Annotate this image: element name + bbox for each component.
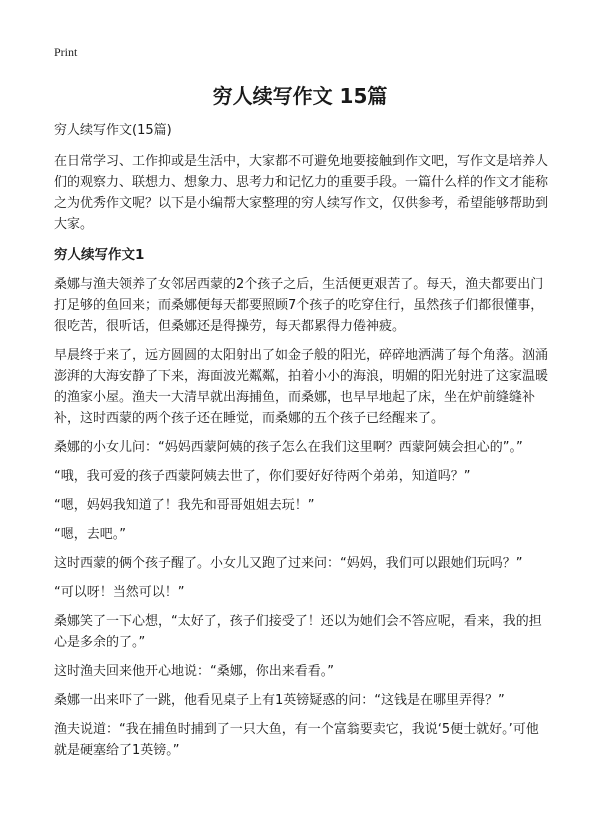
story-paragraph-1: 桑娜与渔夫领养了女邻居西蒙的2个孩子之后，生活便更艰苦了。每天，渔夫都要出门打足够的鱼回来；而桑娜便每天都要照顾7个孩子的吃穿住行，虽然孩子们都很懂事，很吃苦，很听话，但桑娜还是得操劳，每天都累得力倦神疲。 — [54, 277, 544, 334]
story-paragraph-3: 桑娜的小女儿问：“妈妈西蒙阿姨的孩子怎么在我们这里啊？西蒙阿姨会担心的”。” — [54, 440, 523, 455]
section-heading: 穷人续写作文1 — [54, 247, 145, 263]
article-content — [54, 120, 550, 769]
article-subtitle: 穷人续写作文(15篇) — [54, 123, 172, 138]
story-paragraph-2: 早晨终于来了，远方圆圆的太阳射出了如金子般的阳光，碎碎地洒满了每个角落。汹涌澎湃的大海安静了下来，海面波光粼粼，拍着小小的海浪，明媚的阳光射进了这家温暖的渔家小屋。渔夫一大清早就出海捕鱼，而桑娜，也早早地起了床，坐在炉前缝缝补补，这时西蒙的两个孩子还在睡觉，而桑娜的五个孩子已经醒来了。 — [54, 348, 549, 426]
story-paragraph-12: 渔夫说道：“我在捕鱼时捕到了一只大鱼，有一个富翁要卖它，我说‘5便士就好。’可他就是硬塞给了1英镑。” — [54, 722, 539, 758]
story-paragraph-4: “哦，我可爱的孩子西蒙阿姨去世了，你们要好好待两个弟弟，知道吗？” — [54, 469, 471, 484]
story-paragraph-5: “嗯，妈妈我知道了！我先和哥哥姐姐去玩！” — [54, 498, 315, 513]
story-paragraph-9: 桑娜笑了一下心想，“太好了，孩子们接受了！还以为她们会不答应呢，看来，我的担心是多余的了。” — [54, 614, 542, 650]
page-title: 穷人续写作文 15篇 — [212, 84, 388, 108]
story-paragraph-10: 这时渔夫回来他开心地说：“桑娜，你出来看看。” — [54, 664, 334, 679]
story-paragraph-8: “可以呀！当然可以！” — [54, 585, 185, 600]
story-paragraph-11: 桑娜一出来吓了一跳，他看见桌子上有1英镑疑惑的问：“这钱是在哪里弄得？” — [54, 693, 505, 708]
intro-paragraph: 在日常学习、工作抑或是生活中，大家都不可避免地要接触到作文吧，写作文是培养人们的观察力、联想力、想象力、思考力和记忆力的重要手段。一篇什么样的作文才能称之为优秀作文呢？以下是小编帮大家整理的穷人续写作文，仅供参考，希望能够帮助到大家。 — [54, 154, 549, 232]
print-link[interactable]: Print — [54, 45, 78, 59]
story-paragraph-6: “嗯，去吧。” — [54, 527, 126, 542]
story-paragraph-7: 这时西蒙的俩个孩子醒了。小女儿又跑了过来问：“妈妈，我们可以跟她们玩吗？” — [54, 556, 523, 571]
